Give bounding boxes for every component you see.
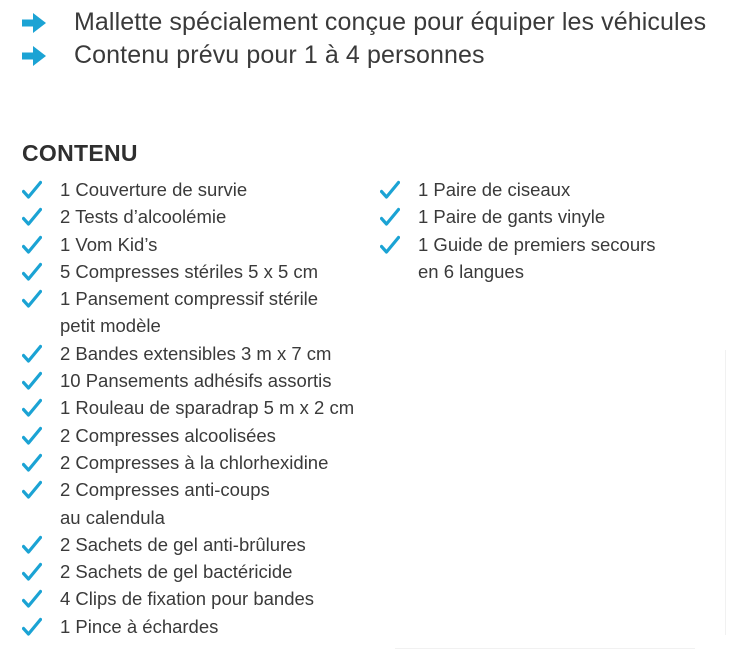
checkmark-icon bbox=[22, 480, 42, 500]
divider bbox=[395, 648, 695, 649]
list-item-label bbox=[60, 285, 318, 340]
list-item bbox=[22, 285, 354, 340]
checkmark-icon bbox=[22, 180, 42, 200]
checkmark-icon bbox=[380, 180, 400, 200]
intro-bullet-1 bbox=[22, 6, 706, 39]
list-item-line: 4 Clips de fixation pour bandes bbox=[60, 588, 315, 610]
intro-bullet-2 bbox=[22, 39, 706, 72]
list-item-label bbox=[418, 176, 570, 203]
divider bbox=[725, 350, 726, 635]
list-item-line: au calendula bbox=[60, 506, 165, 528]
list-item bbox=[22, 340, 354, 367]
list-item bbox=[22, 422, 354, 449]
list-item-label bbox=[60, 558, 292, 585]
intro-bullet-text: Contenu prévu pour 1 à 4 personnes bbox=[74, 41, 485, 69]
checkmark-icon bbox=[22, 344, 42, 364]
list-item bbox=[22, 394, 354, 421]
list-item-line: 5 Compresses stériles 5 x 5 cm bbox=[60, 260, 319, 282]
list-item-line: 2 Sachets de gel bactéricide bbox=[60, 561, 293, 583]
list-item-label bbox=[60, 367, 331, 394]
list-item-label bbox=[60, 613, 218, 640]
checkmark-icon bbox=[22, 371, 42, 391]
list-item-line: 1 Pince à échardes bbox=[60, 615, 219, 637]
list-item bbox=[22, 231, 354, 258]
list-item-line: 2 Bandes extensibles 3 m x 7 cm bbox=[60, 342, 332, 364]
list-item-label bbox=[60, 203, 226, 230]
list-item bbox=[380, 231, 656, 286]
list-item bbox=[22, 258, 354, 285]
list-item-label bbox=[60, 585, 314, 612]
contents-list-right bbox=[380, 176, 656, 285]
list-item-label bbox=[60, 422, 276, 449]
checkmark-icon bbox=[22, 426, 42, 446]
list-item-line: 1 Paire de ciseaux bbox=[418, 179, 571, 200]
list-item-label bbox=[60, 449, 328, 476]
list-item-label bbox=[418, 203, 605, 230]
list-item-label bbox=[60, 394, 354, 421]
checkmark-icon bbox=[380, 235, 400, 255]
list-item-label bbox=[60, 231, 157, 258]
list-item-line: 10 Pansements adhésifs assortis bbox=[60, 370, 332, 392]
list-item bbox=[22, 203, 354, 230]
checkmark-icon bbox=[22, 289, 42, 309]
list-item bbox=[22, 176, 354, 203]
list-item-line: 2 Tests d’alcoolémie bbox=[60, 206, 227, 228]
intro-bullets bbox=[22, 6, 706, 72]
list-item bbox=[22, 476, 354, 531]
list-item-line: 2 Compresses à la chlorhexidine bbox=[60, 451, 329, 473]
checkmark-icon bbox=[22, 207, 42, 227]
list-item-line: 1 Vom Kid’s bbox=[60, 233, 158, 255]
checkmark-icon bbox=[22, 262, 42, 282]
checkmark-icon bbox=[22, 562, 42, 582]
list-item bbox=[22, 449, 354, 476]
list-item-label bbox=[60, 476, 270, 531]
list-item-line: 2 Compresses alcoolisées bbox=[60, 424, 276, 446]
list-item-line: 2 Compresses anti-coups bbox=[60, 479, 270, 501]
list-item bbox=[22, 531, 354, 558]
section-title: CONTENU bbox=[22, 140, 138, 166]
list-item-line: 1 Pansement compressif stérile bbox=[60, 288, 319, 310]
list-item-label bbox=[60, 340, 331, 367]
checkmark-icon bbox=[22, 398, 42, 418]
list-item-label bbox=[60, 531, 306, 558]
list-item-label bbox=[60, 258, 318, 285]
list-item-line: 1 Couverture de survie bbox=[60, 179, 248, 200]
list-item-line: petit modèle bbox=[60, 315, 161, 337]
list-item-line: 1 Rouleau de sparadrap 5 m x 2 cm bbox=[60, 397, 355, 419]
checkmark-icon bbox=[22, 535, 42, 555]
arrow-right-icon bbox=[22, 46, 46, 66]
list-item-line: 2 Sachets de gel anti-brûlures bbox=[60, 533, 306, 555]
list-item bbox=[22, 558, 354, 585]
list-item-line: 1 Guide de premiers secours bbox=[418, 233, 656, 255]
contents-list-left bbox=[22, 176, 354, 640]
list-item bbox=[22, 367, 354, 394]
checkmark-icon bbox=[380, 207, 400, 227]
checkmark-icon bbox=[22, 589, 42, 609]
list-item bbox=[22, 585, 354, 612]
list-item-line: 1 Paire de gants vinyle bbox=[418, 206, 606, 228]
intro-bullet-text: Mallette spécialement conçue pour équiper les véhicules bbox=[74, 8, 707, 36]
list-item bbox=[380, 203, 656, 230]
checkmark-icon bbox=[22, 617, 42, 637]
arrow-right-icon bbox=[22, 13, 46, 33]
list-item-label bbox=[60, 176, 247, 203]
list-item-label bbox=[418, 231, 656, 286]
list-item bbox=[22, 613, 354, 640]
checkmark-icon bbox=[22, 235, 42, 255]
list-item-line: en 6 langues bbox=[418, 260, 524, 282]
list-item bbox=[380, 176, 656, 203]
checkmark-icon bbox=[22, 453, 42, 473]
